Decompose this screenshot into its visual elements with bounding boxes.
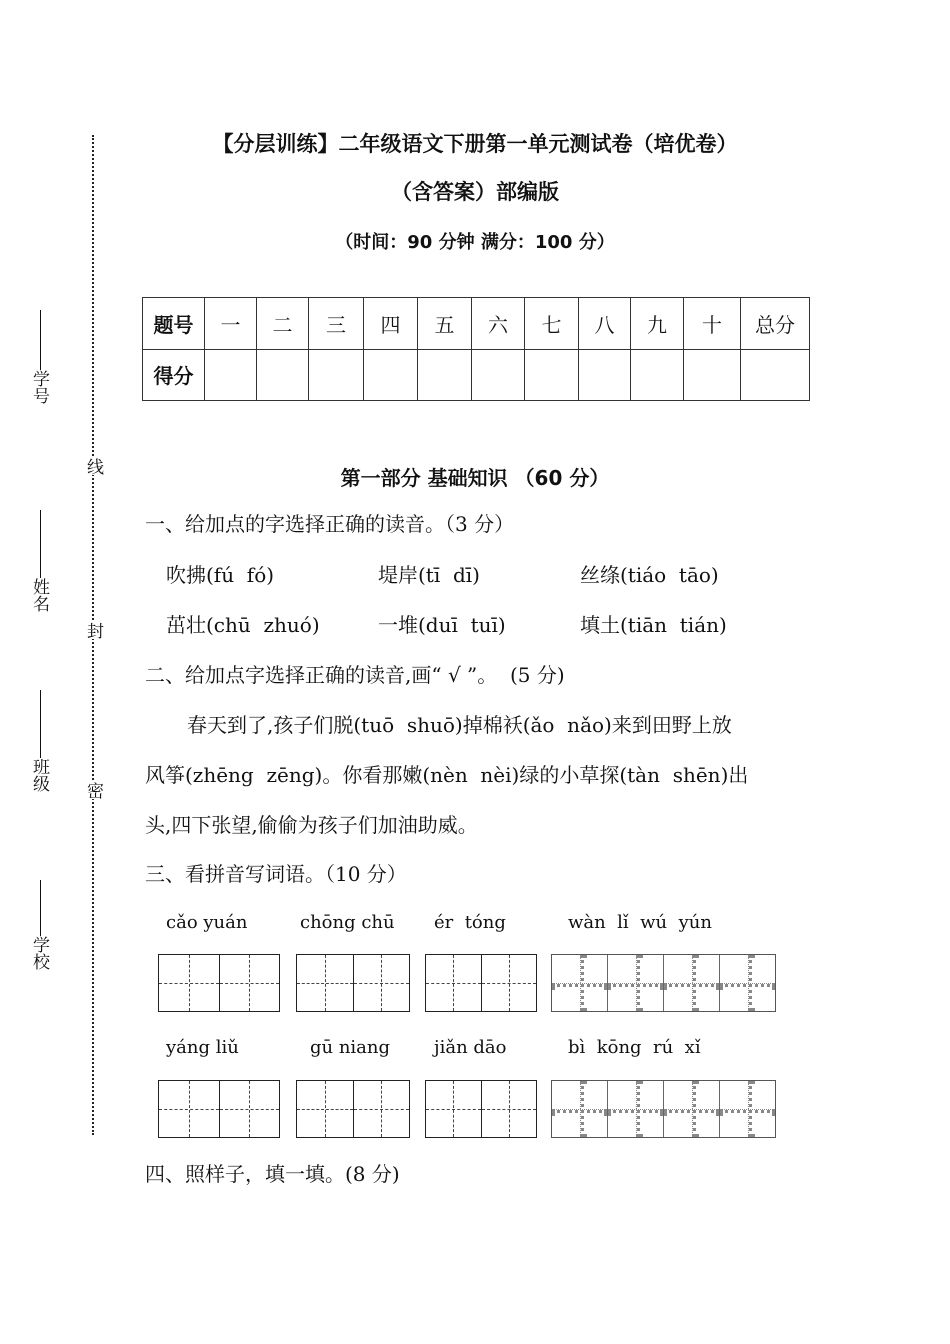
pinyin-label: bì kōng rú xǐ <box>568 1037 701 1058</box>
pinyin-label: ér tóng <box>434 912 506 933</box>
score-total-cell[interactable] <box>741 349 810 401</box>
score-header-cell: 十 <box>684 298 741 350</box>
q1-item: 丝绦(tiáo tāo) <box>580 563 719 587</box>
pinyin-label: yáng liǔ <box>166 1037 239 1058</box>
score-cell[interactable] <box>684 349 741 401</box>
writing-cell[interactable] <box>426 1081 482 1137</box>
student-id-field[interactable] <box>24 310 54 404</box>
writing-cell[interactable] <box>297 955 354 1011</box>
q2-passage-line: 风筝(zhēng zēng)。你看那嫩(nèn nèi)绿的小草探(tàn shēn)出 <box>145 763 749 787</box>
school-label: 学校 <box>29 936 49 970</box>
score-header-cell: 题号 <box>143 298 205 350</box>
score-table-header-row <box>143 298 810 350</box>
writing-cell[interactable] <box>159 1081 220 1137</box>
writing-cell[interactable] <box>426 955 482 1011</box>
q1-item: 填土(tiān tián) <box>580 613 727 637</box>
school-blank[interactable] <box>40 880 41 936</box>
writing-cell[interactable] <box>720 1081 775 1137</box>
writing-cell[interactable] <box>482 1081 537 1137</box>
pinyin-label: wàn lǐ wú yún <box>568 912 712 933</box>
score-cell[interactable] <box>309 349 364 401</box>
score-table <box>142 297 810 401</box>
writing-cell[interactable] <box>220 955 280 1011</box>
score-header-cell: 九 <box>631 298 684 350</box>
writing-cell[interactable] <box>552 1081 608 1137</box>
exam-info: （时间：90 分钟 满分：100 分） <box>335 232 615 253</box>
name-blank[interactable] <box>40 510 41 578</box>
score-cell[interactable] <box>472 349 525 401</box>
score-row-label: 得分 <box>143 349 205 401</box>
q2-passage-line: 头,四下张望,偷偷为孩子们加油助威。 <box>145 813 478 837</box>
writing-grid[interactable] <box>551 954 776 1012</box>
name-label: 姓名 <box>29 578 49 612</box>
score-header-cell: 七 <box>525 298 579 350</box>
class-field[interactable] <box>24 690 54 792</box>
score-cell[interactable] <box>418 349 472 401</box>
score-header-cell: 总分 <box>741 298 810 350</box>
score-header-cell: 六 <box>472 298 525 350</box>
score-header-cell: 一 <box>205 298 257 350</box>
writing-cell[interactable] <box>220 1081 280 1137</box>
score-cell[interactable] <box>257 349 309 401</box>
writing-cell[interactable] <box>354 955 410 1011</box>
pinyin-label: gū niang <box>310 1037 391 1058</box>
writing-grid[interactable] <box>158 954 280 1012</box>
pinyin-label: chōng chū <box>300 912 395 933</box>
q1-item: 吹拂(fú fó) <box>166 563 275 587</box>
score-header-cell: 八 <box>579 298 631 350</box>
writing-cell[interactable] <box>354 1081 410 1137</box>
q1-item: 茁壮(chū zhuó) <box>166 613 320 637</box>
writing-grid[interactable] <box>296 954 410 1012</box>
writing-grid[interactable] <box>425 1080 537 1138</box>
name-field[interactable] <box>24 510 54 612</box>
writing-grid[interactable] <box>296 1080 410 1138</box>
score-cell[interactable] <box>631 349 684 401</box>
page-title-line2: （含答案）部编版 <box>391 180 559 204</box>
score-cell[interactable] <box>525 349 579 401</box>
student-id-blank[interactable] <box>40 310 41 370</box>
student-id-label: 学号 <box>29 370 49 404</box>
score-header-cell: 四 <box>364 298 418 350</box>
q1-item: 一堆(duī tuī) <box>378 613 506 637</box>
writing-grid[interactable] <box>158 1080 280 1138</box>
binding-marker-feng: 封 <box>83 622 103 639</box>
score-header-cell: 五 <box>418 298 472 350</box>
writing-grid[interactable] <box>425 954 537 1012</box>
score-cell[interactable] <box>364 349 418 401</box>
writing-cell[interactable] <box>664 955 720 1011</box>
writing-grid[interactable] <box>551 1080 776 1138</box>
part1-heading: 第一部分 基础知识 （60 分） <box>340 466 610 490</box>
pinyin-label: cǎo yuán <box>166 912 248 933</box>
writing-cell[interactable] <box>608 955 664 1011</box>
score-header-cell: 三 <box>309 298 364 350</box>
school-field[interactable] <box>24 880 54 970</box>
writing-cell[interactable] <box>159 955 220 1011</box>
writing-cell[interactable] <box>720 955 775 1011</box>
q4-prompt: 四、照样子，填一填。(8 分) <box>145 1162 400 1186</box>
binding-marker-xian: 线 <box>83 458 103 475</box>
q2-passage-line: 春天到了,孩子们脱(tuō shuō)掉棉袄(ǎo nǎo)来到田野上放 <box>187 713 732 737</box>
score-header-cell: 二 <box>257 298 309 350</box>
score-cell[interactable] <box>579 349 631 401</box>
q1-prompt: 一、给加点的字选择正确的读音。（3 分） <box>145 512 515 536</box>
score-table-score-row <box>143 349 810 401</box>
writing-cell[interactable] <box>552 955 608 1011</box>
q2-prompt: 二、给加点字选择正确的读音,画“ √ ”。 (5 分) <box>145 663 565 687</box>
writing-cell[interactable] <box>664 1081 720 1137</box>
pinyin-label: jiǎn dāo <box>434 1037 507 1058</box>
score-cell[interactable] <box>205 349 257 401</box>
q1-item: 堤岸(tī dī) <box>378 563 480 587</box>
writing-cell[interactable] <box>608 1081 664 1137</box>
class-blank[interactable] <box>40 690 41 758</box>
writing-cell[interactable] <box>482 955 537 1011</box>
binding-marker-mi: 密 <box>83 782 103 799</box>
q3-prompt: 三、看拼音写词语。（10 分） <box>145 862 407 886</box>
writing-cell[interactable] <box>297 1081 354 1137</box>
page-title: 【分层训练】二年级语文下册第一单元测试卷（培优卷） <box>212 132 738 156</box>
class-label: 班级 <box>29 758 49 792</box>
